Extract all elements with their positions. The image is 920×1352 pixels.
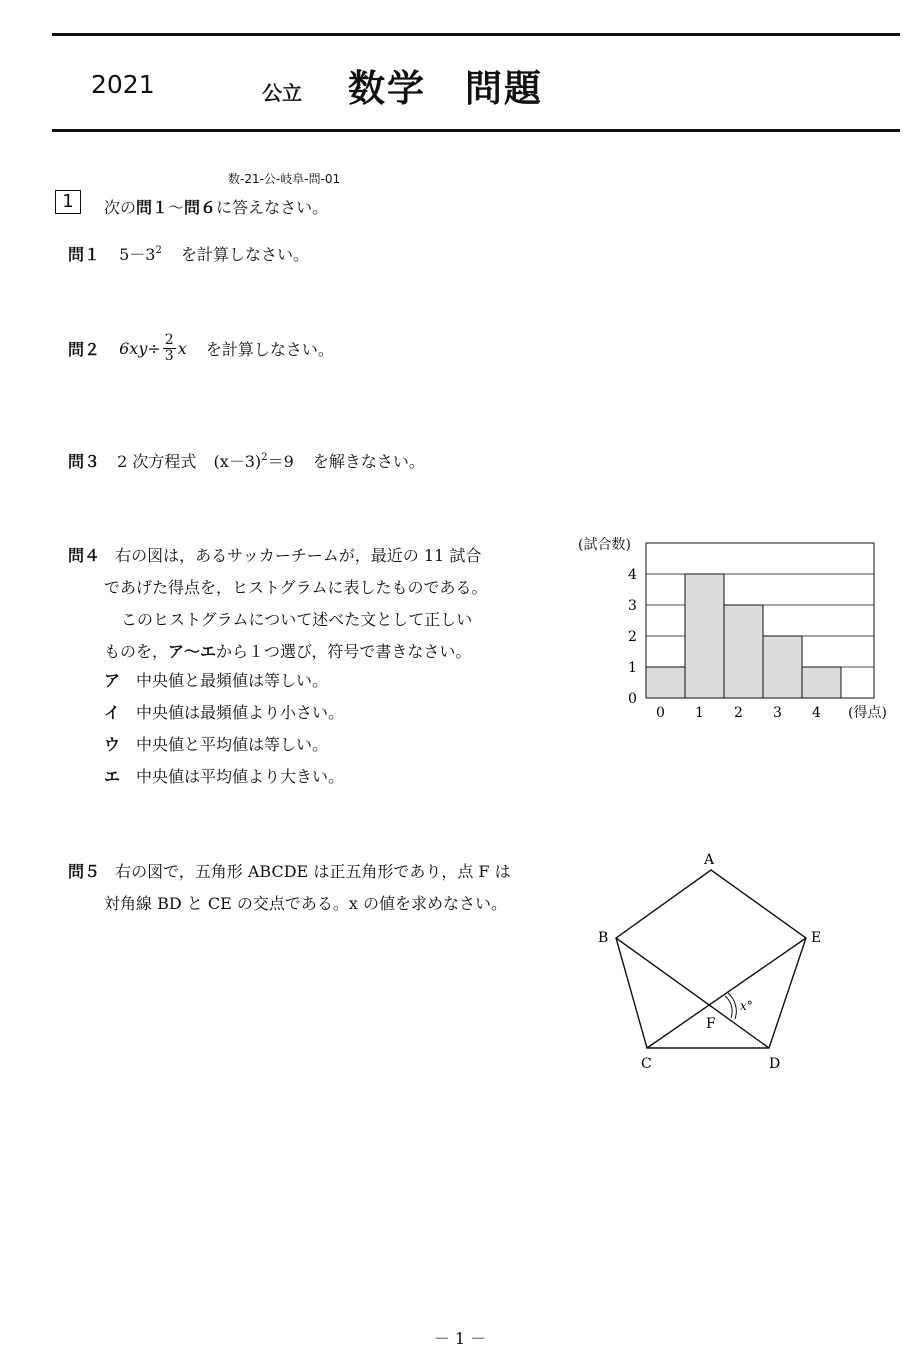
header-year: 2021 [91, 70, 155, 99]
q1-label: 問１ [68, 245, 101, 264]
intro-bold-2: 問６ [184, 198, 217, 217]
histogram-bar [685, 574, 724, 698]
q1-expr-base: 5－3 [119, 245, 156, 264]
y-tick-label: 1 [628, 660, 637, 676]
question-2 [68, 333, 334, 364]
q3-expression [213, 452, 293, 471]
angle-arc-inner [725, 996, 732, 1018]
histogram-chart [570, 530, 910, 730]
label-e: E [811, 930, 822, 946]
q1-expression [119, 245, 162, 264]
q3-pre: 2 次方程式 [117, 452, 197, 471]
choice-e-text: 中央値は平均値より大きい。 [136, 767, 345, 786]
y-axis-label: (試合数) [578, 537, 631, 553]
choice-u [104, 732, 328, 755]
q1-expr-exp: 2 [155, 245, 162, 256]
question-5-line-1 [68, 859, 511, 882]
choice-i [104, 700, 344, 723]
label-f: F [706, 1016, 716, 1032]
choice-e-key: エ [104, 767, 121, 786]
choice-u-text: 中央値と平均値は等しい。 [136, 735, 329, 754]
q3-label: 問３ [68, 452, 101, 471]
q4-line4-bold: ア～エ [168, 642, 217, 661]
q4-line4-post: から１つ選び，符号で書きなさい。 [216, 642, 472, 661]
label-a: A [704, 852, 715, 868]
question-4-line-2: であげた得点を，ヒストグラムに表したものである。 [104, 578, 488, 597]
y-tick-label: 2 [628, 629, 637, 645]
intro-post: に答えなさい。 [216, 198, 329, 217]
x-tick-label: 2 [734, 705, 743, 721]
q3-expr-b: ＝9 [267, 452, 294, 471]
header-bottom-rule [52, 129, 900, 132]
q5-label: 問５ [68, 862, 101, 881]
problem-code: 数-21-公-岐阜-問-01 [228, 172, 341, 186]
histogram-bar [646, 667, 685, 698]
choice-u-key: ウ [104, 735, 121, 754]
q2-label: 問２ [68, 340, 101, 359]
intro-mid: ～ [168, 198, 185, 217]
q4-line4-pre: ものを， [104, 642, 169, 661]
intro-bold-1: 問１ [136, 198, 169, 217]
question-1 [68, 242, 309, 265]
intro-pre: 次の [104, 198, 137, 217]
top-rule [52, 33, 900, 36]
q2-frac-num: 2 [164, 332, 174, 348]
histogram-bar [724, 605, 763, 698]
x-tick-label: 0 [656, 705, 665, 721]
angle-x-label: x° [740, 999, 753, 1013]
q5-line1-text: 右の図で，五角形 ABCDE は正五角形であり，点 F は [115, 862, 511, 881]
q2-frac-den: 3 [164, 348, 174, 364]
q2-expr-a: 6xy÷ [119, 339, 161, 358]
q4-label: 問４ [68, 546, 101, 565]
q2-text: を計算しなさい。 [205, 340, 334, 359]
y-tick-labels [628, 567, 637, 707]
x-tick-label: 3 [773, 705, 782, 721]
y-tick-label: 4 [628, 567, 637, 583]
q3-text: を解きなさい。 [312, 452, 425, 471]
x-tick-label: 4 [812, 705, 821, 721]
section-intro [104, 195, 328, 218]
y-tick-label: 3 [628, 598, 637, 614]
choice-a-key: ア [104, 671, 121, 690]
q3-expr-exp: 2 [261, 452, 268, 463]
choice-i-key: イ [104, 703, 121, 722]
question-5-line-2: 対角線 BD と CE の交点である。x の値を求めなさい。 [104, 894, 507, 913]
label-d: D [769, 1056, 781, 1072]
q2-expr-b: x [177, 339, 187, 358]
histogram-bar [802, 667, 841, 698]
q4-line1-text: 右の図は，あるサッカーチームが，最近の 11 試合 [115, 546, 482, 565]
page-title: 数学 問題 [348, 67, 543, 110]
question-4-line-4 [104, 639, 471, 662]
diagonal-ce [647, 938, 806, 1048]
question-4-line-1 [68, 543, 481, 566]
page-number: － 1 － [433, 1329, 487, 1348]
label-b: B [598, 930, 609, 946]
question-4-line-3: このヒストグラムについて述べた文として正しい [121, 610, 473, 629]
header-type: 公立 [262, 81, 302, 105]
q3-expr-a: (x－3) [213, 452, 262, 471]
diagonal-bd [616, 938, 769, 1048]
section-number-box: 1 [55, 190, 81, 214]
x-tick-labels [656, 705, 821, 721]
choice-a-text: 中央値と最頻値は等しい。 [136, 671, 329, 690]
x-tick-label: 1 [695, 705, 704, 721]
pentagon-figure [590, 845, 830, 1080]
label-c: C [641, 1056, 652, 1072]
choice-i-text: 中央値は最頻値より小さい。 [136, 703, 345, 722]
y-tick-label: 0 [628, 691, 637, 707]
q1-text: を計算しなさい。 [180, 245, 309, 264]
histogram-bar [763, 636, 802, 698]
question-3 [68, 449, 425, 472]
choice-a [104, 668, 328, 691]
q2-fraction [163, 333, 176, 364]
x-axis-label: (得点) [848, 705, 887, 721]
choice-e [104, 764, 344, 787]
